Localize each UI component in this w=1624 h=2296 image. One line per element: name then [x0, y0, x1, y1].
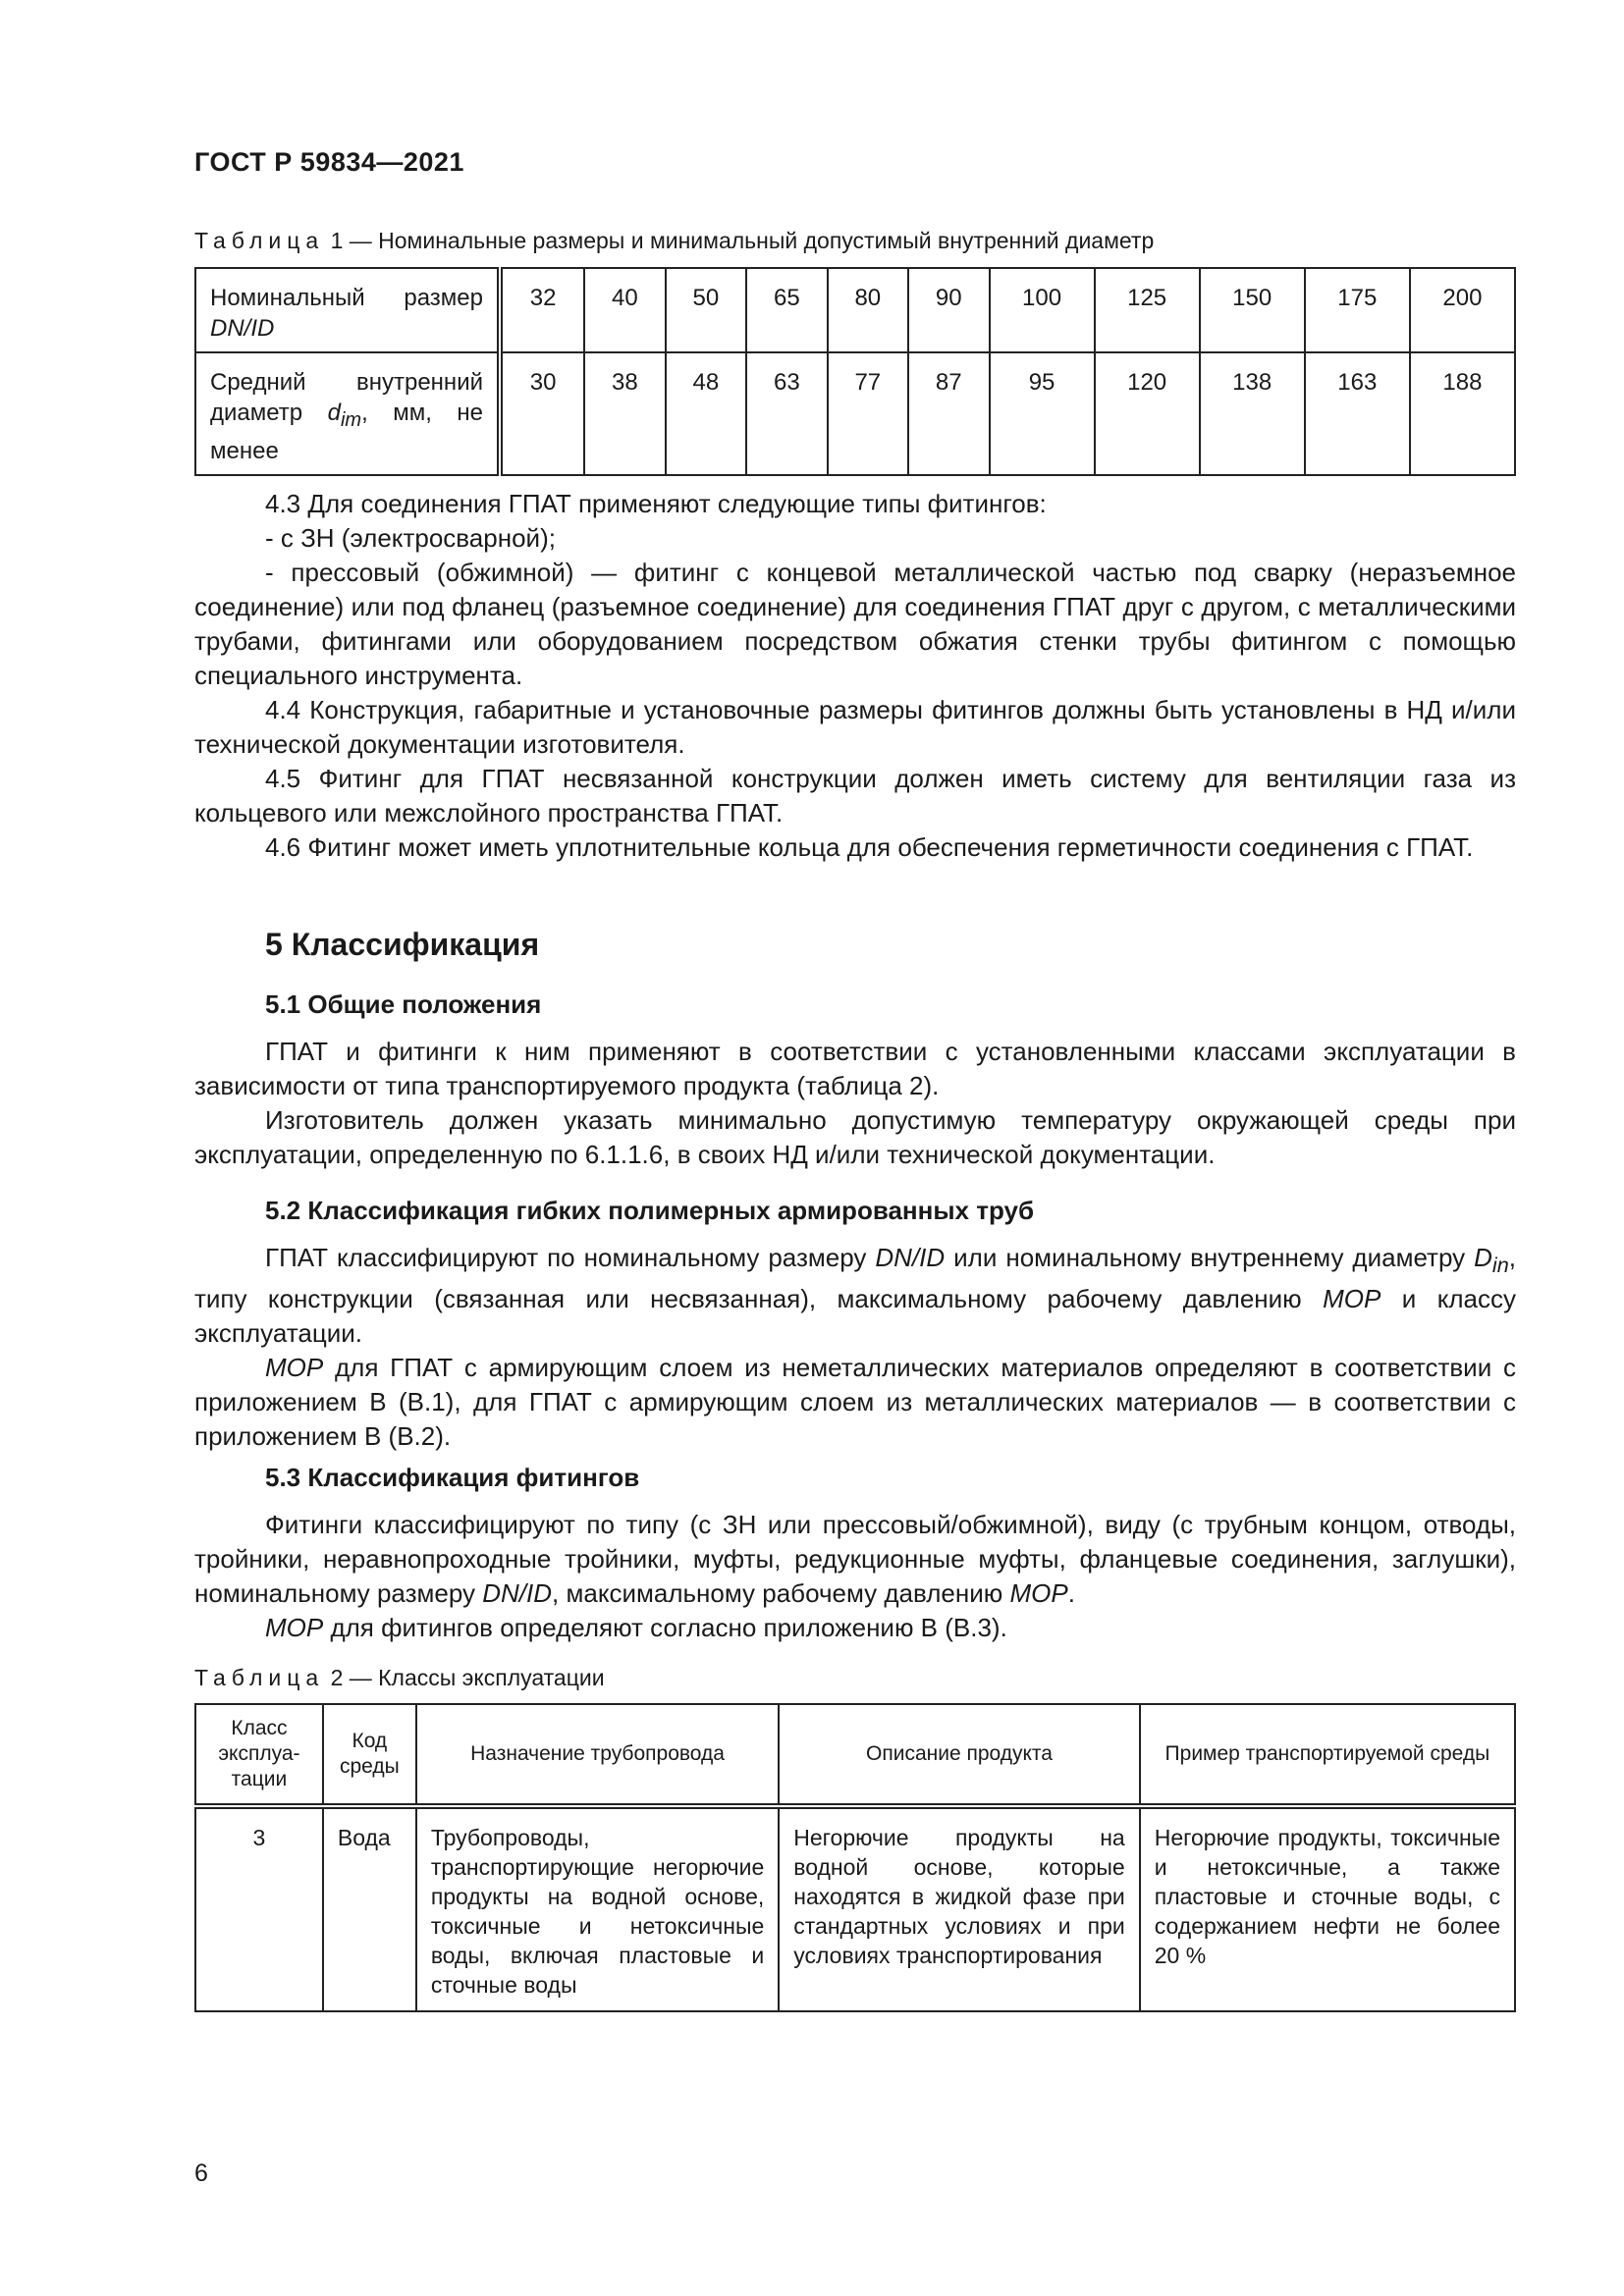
table2-cell-description: Негорючие продукты на водной основе, которые находятся в жидкой фазе при стандартных условиях и при условиях транспортирования	[779, 1806, 1139, 2011]
table1-label-subscript: im	[340, 408, 362, 431]
table2-cell-class: 3	[195, 1806, 323, 2011]
table2-header-purpose: Назначение трубопровода	[416, 1704, 779, 1806]
text-run: , максимальному рабочему давлению	[552, 1578, 1010, 1608]
table1-label-inner-unit: , мм, не	[361, 400, 483, 426]
table1-label-nominal-text: Номинальный размер	[210, 285, 483, 311]
text-run: и классу эксплуатации.	[194, 1284, 1516, 1349]
table1-cell: 175	[1305, 268, 1410, 352]
table1-cell: 200	[1410, 268, 1515, 352]
mop-term: MOP	[1009, 1578, 1068, 1608]
table1-cell: 188	[1410, 352, 1515, 475]
paragraph-5-1-2: Изготовитель должен указать минимально допустимую температуру окружающей среды при эксплуатации, определенную по 6.1.1.6, в своих НД и/или технической документации.	[194, 1105, 1516, 1169]
table1-cell: 150	[1200, 268, 1305, 352]
table1-cell: 163	[1305, 352, 1410, 475]
text-run: Фитинги классифицируют по типу (с ЗН или прессовый/обжимной), виду (с трубным концом, отводы, тройники, неравнопроходные тройники, муфты, редукционные муфты, фланцевые соединения, заглушки), номинальному размеру	[194, 1510, 1516, 1608]
table2-caption-prefix: Таблица	[194, 1665, 325, 1690]
paragraph-5-3-2	[194, 1611, 1516, 1645]
paragraph-4-3: 4.3 Для соединения ГПАТ применяют следующие типы фитингов:	[265, 489, 1047, 518]
table1-cell: 95	[990, 352, 1095, 475]
table1-cell: 90	[908, 268, 989, 352]
table1-cell: 38	[584, 352, 665, 475]
section5-3-title: 5.3 Классификация фитингов	[265, 1463, 640, 1492]
table1-label-inner-last: менее	[210, 437, 279, 464]
table1-cell: 40	[584, 268, 665, 352]
text-run: для фитингов определяют согласно приложению В (В.3).	[323, 1613, 1007, 1642]
table1-cell: 77	[828, 352, 908, 475]
dnid-term: DN/ID	[482, 1578, 553, 1608]
din-subscript: in	[1491, 1253, 1509, 1278]
table1-cell: 30	[500, 352, 584, 475]
table1-cell: 138	[1200, 352, 1305, 475]
table2-header-class: Класс эксплуа-тации	[195, 1704, 323, 1806]
section4-text	[194, 487, 1516, 865]
section5-1-title: 5.1 Общие положения	[265, 989, 542, 1019]
paragraph-5-1-1: ГПАТ и фитинги к ним применяют в соответствии с установленными классами эксплуатации в зависимости от типа транспортируемого продукта (таблица 2).	[194, 1037, 1516, 1100]
table1-cell: 125	[1095, 268, 1200, 352]
section5-title: 5 Классификация	[265, 927, 540, 962]
table1-label-nominal	[195, 268, 500, 352]
text-run: для ГПАТ с армирующим слоем из неметаллических материалов определяют в соответствии с приложением В (В.1), для ГПАТ с армирующим слоем из металлических материалов — в соответствии с приложением В (В.2).	[194, 1353, 1516, 1452]
paragraph-4-6: 4.6 Фитинг может иметь уплотнительные кольца для обеспечения герметичности соединения с ГПАТ.	[265, 832, 1474, 862]
table1-label-dnid: DN/ID	[210, 315, 275, 342]
mop-term: MOP	[265, 1353, 324, 1383]
table2-caption-text: 2 — Классы эксплуатации	[324, 1665, 605, 1690]
paragraph-5-3-1	[194, 1508, 1516, 1611]
paragraph-4-3-item-b: - прессовый (обжимной) — фитинг с концевой металлической частью под сварку (неразъемное соединение) или под фланец (разъемное соединение) для соединения ГПАТ друг с другом, с металлическими трубами, фитингами или оборудованием посредством обжатия стенки трубы фитингом с помощью специального инструмента.	[194, 558, 1516, 690]
table2-header-example: Пример транспортируемой среды	[1140, 1704, 1515, 1806]
table1-cell: 32	[500, 268, 584, 352]
table1-label-symbol: d	[327, 400, 341, 426]
paragraph-4-3-item-a: - с ЗН (электросварной);	[265, 523, 556, 553]
table1-row-inner	[195, 352, 1515, 475]
mop-term: MOP	[265, 1613, 324, 1642]
paragraph-4-4: 4.4 Конструкция, габаритные и установочные размеры фитингов должны быть установлены в НД и/или технической документации изготовителя.	[194, 695, 1516, 759]
text-run: .	[1067, 1578, 1075, 1608]
table1-cell: 100	[990, 268, 1095, 352]
table2-caption	[194, 1665, 605, 1691]
page-number: 6	[194, 2160, 208, 2187]
table1-row-nominal	[195, 268, 1515, 352]
mop-term: MOP	[1323, 1284, 1381, 1314]
paragraph-4-5: 4.5 Фитинг для ГПАТ несвязанной конструкции должен иметь систему для вентиляции газа из кольцевого или межслойного пространства ГПАТ.	[194, 764, 1516, 828]
table2-cell-code: Вода	[323, 1806, 416, 2011]
table2-header-description: Описание продукта	[779, 1704, 1139, 1806]
table2-row	[195, 1806, 1515, 2011]
section5-2-title: 5.2 Классификация гибких полимерных армированных труб	[265, 1196, 1035, 1225]
text-run: ГПАТ классифицируют по номинальному размеру	[265, 1243, 876, 1272]
dnid-term: DN/ID	[875, 1243, 946, 1272]
table1-cell: 65	[746, 268, 827, 352]
table2	[194, 1703, 1516, 2012]
standard-header: ГОСТ Р 59834—2021	[194, 147, 464, 177]
table1-cell: 50	[666, 268, 746, 352]
table2-cell-purpose: Трубопроводы, транспортирующие негорючие продукты на водной основе, токсичные и нетоксичные воды, включая пластовые и сточные воды	[416, 1806, 779, 2011]
table2-cell-example: Негорючие продукты, токсичные и нетоксичные, а также пластовые и сточные воды, с содержанием нефти не более 20 %	[1140, 1806, 1515, 2011]
text-run: , типу конструкции (связанная или несвязанная), максимальному рабочему давлению	[194, 1243, 1516, 1314]
table1-cell: 120	[1095, 352, 1200, 475]
table2-header-row	[195, 1704, 1515, 1806]
table1	[194, 267, 1516, 476]
text-run: или номинальному внутреннему диаметру	[945, 1243, 1475, 1272]
section5-2-text	[194, 1241, 1516, 1454]
section5-1-text	[194, 1035, 1516, 1172]
table1-cell: 48	[666, 352, 746, 475]
table1-caption-prefix: Таблица	[194, 228, 325, 253]
table1-caption-text: 1 — Номинальные размеры и минимальный допустимый внутренний диаметр	[324, 228, 1155, 253]
table1-label-inner-text: Средний внутренний диаметр	[210, 369, 483, 426]
section5-3-text	[194, 1508, 1516, 1645]
din-symbol: D	[1474, 1243, 1492, 1272]
table2-header-code: Код среды	[323, 1704, 416, 1806]
paragraph-5-2-2	[194, 1351, 1516, 1454]
table1-cell: 80	[828, 268, 908, 352]
table1-cell: 63	[746, 352, 827, 475]
table1-cell: 87	[908, 352, 989, 475]
paragraph-5-2-1	[194, 1241, 1516, 1351]
table1-caption	[194, 228, 1154, 254]
table1-label-inner	[195, 352, 500, 475]
